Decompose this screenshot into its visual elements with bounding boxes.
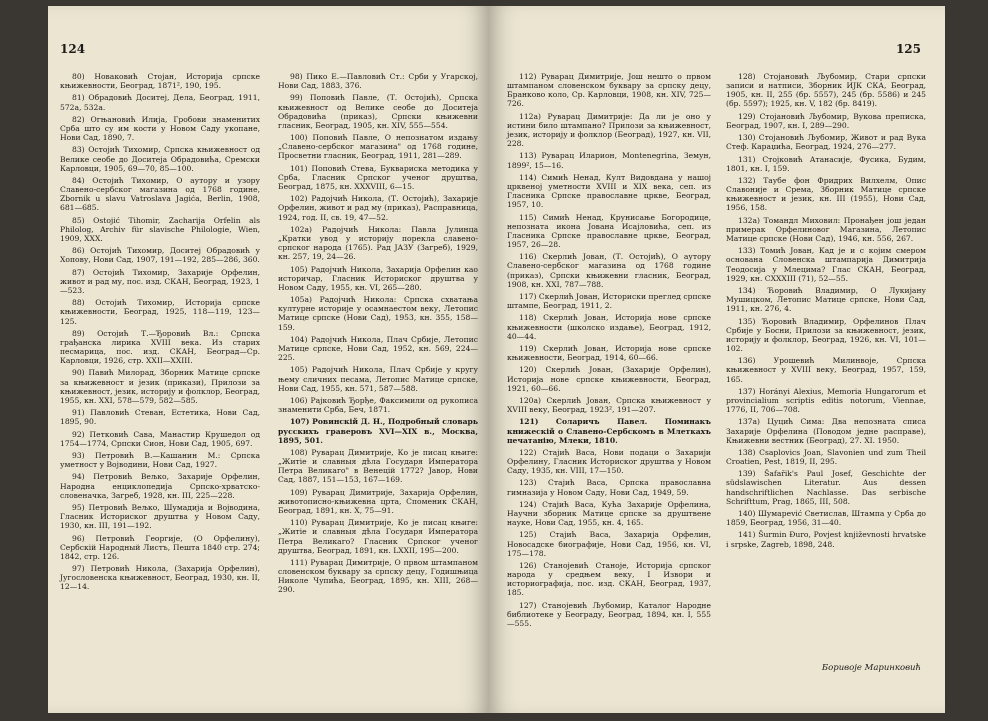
bibliography-entry: 135) Ћоровић Владимир, Орфелинов Плач Србије у Босни, Прилози за књижевност, језик, историју и фолклор, Београд, 1926, кн. VI, 101—102. [726,316,926,353]
right-page-number: 125 [895,42,921,56]
bibliography-entry: 140) Шумарević Светислав, Штампа у Срба до 1859, Београд, 1956, 31—40. [726,509,926,528]
bibliography-entry: 107) Ровинскій Д. Н., Подробный словарь русскихъ граверовъ XVI—XIX в., Москва, 1895, 501. [278,417,478,445]
bibliography-entry: 105а) Радојчић Никола: Српска схватања културне историје у осамнаестом веку, Летопис Матице српске (Нови Сад), 1953, кн. 355, 158—159. [278,295,478,332]
bibliography-entry: 123) Стајић Васа, Српска православна гимназија у Новом Саду, Нови Сад, 1949, 59. [507,478,711,497]
bibliography-entry: 131) Стојковић Атанасије, Фусика, Будим, 1801, кн. I, 159. [726,154,926,173]
bibliography-entry: 97) Петровић Никола, (Захарија Орфелин), Југословенска књижевност, Београд, 1930, кн. II, 12—14. [60,564,260,592]
bibliography-entry: 96) Петровић Георгије, (О Орфелину), Сербскій Народный Листъ, Пешта 1840 стр. 274; 1842, стр. 126. [60,533,260,561]
bibliography-entry: 83) Остојић Тихомир, Српска књижевност од Велике сеобе до Доситеја Обрадовића, Сремски Карловци, 1905, 69—70, 85—100. [60,145,260,173]
bibliography-entry: 132а) Томандл Миховил: Пронађен још један примерак Орфелиновог Магазина, Летопис Матице српске (Нови Сад), 1946, кн. 556, 267. [726,215,926,243]
bibliography-entry: 106) Рајковић Ђорђе, Факсимили од рукописа знаменити Срба, Беч, 1871. [278,395,478,415]
bibliography-entry: 137а) Цуцић Сима: Два непозната списа Захарије Орфелина (Поводом једне расправе), Књижевни вестник (Београд), 27. XI. 1950. [726,417,926,445]
bibliography-entry: 92) Петковић Сава, Манастир Крушедол од 1754—1774, Српски Сион, Нови Сад, 1905, 697. [60,429,260,448]
bibliography-entry: 108) Руварац Димитрије, Ко је писац књиге: „Житіе и славныя дѣла Государя Императора Петра Великаго" в Венецій 1772? Јавор, Нови Сад, 1887, 151—153, 167—169. [278,447,478,485]
bibliography-entry: 80) Новаковић Стојан, Историја српске књижевности, Београд, 1871², 190, 195. [60,72,260,91]
bibliography-entry: 93) Петровић В.—Кашанин М.: Српска уметност у Војводини, Нови Сад, 1927. [60,451,260,470]
bibliography-entry: 94) Петровић Вељко, Захарије Орфелин, Народна енциклопедија Српско-хрватско-словеначка, Загреб, 1928, кн. III, 225—228. [60,472,260,500]
bibliography-entry: 138) Csaplovics Joan, Slavonien und zum Theil Croatien, Pest, 1819, II, 295. [726,447,926,467]
left-page [48,6,489,713]
left-column-1 [60,72,260,595]
bibliography-entry: 87) Остојић Тихомир, Захарије Орфелин, живот и рад му, пос. изд. СКАН, Београд, 1923, 1—523. [60,267,260,295]
bibliography-entry: 117) Скерлић Јован, Историски преглед српске штампе, Београд, 1911, 2. [507,292,711,311]
bibliography-entry: 112а) Руварац Димитрије: Да ли је оно у истини било штампано? Прилози за књижевност, језик, историју и фолклор (Београд), 1927, кн. VII, 228. [507,111,711,149]
bibliography-entry: 110) Руварац Димитрије, Ко је писац књиге: „Житіе и славныя дѣла Государя Императора Петра Великаго? Гласник Српског ученог друштва, Београд, 1891, кн. LXXII, 195—200. [278,518,478,555]
bibliography-entry: 136) Урошевић Милинвоје, Српска књижевност у XVIII веку, Београд, 1957, 159, 165. [726,356,926,384]
bibliography-entry: 124) Стајић Васа, Кућа Захарије Орфелина, Научни зборник Матице српске за друштвене науке, Нови Сад, 1955, кн. 4, 165. [507,499,711,528]
bibliography-entry: 81) Обрадовић Доситеј, Дела, Београд, 1911, 572а, 532а. [60,93,260,112]
bibliography-entry: 91) Павловић Стеван, Естетика, Нови Сад, 1895, 90. [60,408,260,427]
bibliography-entry: 137) Horányi Alexius, Memoria Hungarorum et provincialium scriptis editis notorum, Viennae, 1776, II, 706—708. [726,386,926,415]
bibliography-entry: 129) Стојановић Љубомир, Вукова преписка, Београд, 1907, кн. I, 289—290. [726,111,926,130]
bibliography-entry: 130) Стојановић Љубомир, Живот и рад Вука Стеф. Караџића, Београд, 1924, 276—277. [726,133,926,152]
right-column-1 [507,72,711,631]
bibliography-entry: 86) Остојић Тихомир, Доситеј Обрадовић у Хопову, Нови Сад, 1907, 191—192, 285—286, 360. [60,246,260,265]
bibliography-entry: 111) Руварац Димитрије, О првом штампаном словенском буквару за српску децу, Годишњица Николе Чупића, Београд, 1895, кн. XIII, 268—290. [278,557,478,595]
bibliography-entry: 102а) Радојчић Никола: Павла Јулинца „Кратки увод у историју порекла славено-српског народа (1765). Рад ЈАЗУ (Загреб), 1929, кн. 257, 19, 24—26. [278,224,478,262]
author-signature: Боривоје Маринковић [821,663,921,673]
bibliography-entry: 100) Поповић Павле, О непознатом издању „Славено-сербског магазина" од 1768 године, Просветни гласник, Београд, 1911, 281—289. [278,133,478,161]
bibliography-entry: 90) Павић Милорад, Зборник Матице српске за књижевност и језик (прикази), Прилози за књижевност, језик, историју и фолклор, Београд, 1955, кн. XXI, 578—579, 582—585. [60,368,260,405]
bibliography-entry: 127) Станојевић Љубомир, Каталог Народне библиотеке у Београду, Београд, 1894, кн. I, 555—555. [507,600,711,629]
right-page [489,6,945,713]
bibliography-entry: 114) Симић Ненад, Култ Видовдана у нашој црквеној уметности XVIII и XIX века, сеп. из Гласника Српске православне цркве, Београд, 1957, 10. [507,172,711,210]
left-column-2 [278,72,478,598]
bibliography-entry: 134) Ћоровић Владимир, О Лукијану Мушицком, Летопис Матице српске, Нови Сад, 1911, кн. 276, 4. [726,285,926,314]
bibliography-entry: 85) Ostojić Tihomir, Zacharija Orfelin als Philolog, Archiv für slavische Philologie, Wien, 1909, XXX. [60,215,260,243]
bibliography-entry: 102) Радојчић Никола, (Т. Остојић), Захарије Орфелин, живот и рад му (приказ), Расправница, 1924, год. II, св. 19, 47—52. [278,194,478,222]
bibliography-entry: 89) Остојић Т.—Ђоровић Вл.: Српска грађанска лирика XVIII века. Из старих песмарица, пос. изд. СКАН, Београд—Ср. Карловци, 1926, стр. XXII—XXIII. [60,328,260,366]
bibliography-entry: 120) Скерлић Јован, (Захарије Орфелин), Историја нове српске књижевности, Београд, 1921, 60—66. [507,365,711,393]
bibliography-entry: 101) Поповић Стева, Буквариска методика у Срба, Гласник Српског ученог друштва, Београд, 1875, кн. XXXVIII, 6—15. [278,163,478,191]
bibliography-entry: 139) Šafařik's Paul Josef, Geschichte der südslawischen Literatur. Aus dessen handschriftlichen Nachlasse. Das serbische Schrifttum, Prag, 1865, III, 508. [726,469,926,506]
left-page-number: 124 [60,42,86,56]
bibliography-entry: 113) Руварац Иларион, Montenegrina, Земун, 1899², 15—16. [507,151,711,170]
bibliography-entry: 121) Соларичъ Павел. Поминакъ книжескій о Славено-Сербскомъ в Млеткахъ печатанію, Млеки, 1810. [507,417,711,445]
bibliography-entry: 118) Скерлић Јован, Историја нове српске књижевности (школско издање), Београд, 1912, 40—44. [507,313,711,341]
bibliography-entry: 104) Радојчић Никола, Плач Србије, Летопис Матице српске, Нови Сад, 1952, кн. 569, 224—225. [278,334,478,363]
bibliography-entry: 125) Стајић Васа, Захарија Орфелин, Новосадске биографије, Нови Сад, 1956, кн. VI, 175—178. [507,530,711,558]
bibliography-entry: 112) Руварац Димитрије, Још нешто о првом штампаном словенском буквару за српску децу, Бранково коло, Ср. Карловци, 1908, кн. XIV, 725—726. [507,72,711,109]
bibliography-entry: 82) Огњановић Илија, Гробови знаменитих Срба што су им кости у Новом Саду укопане, Нови Сад, 1890, 7. [60,114,260,143]
bibliography-entry: 120а) Скерлић Јован, Српска књижевност у XVIII веку, Београд, 1923², 191—207. [507,395,711,415]
bibliography-entry: 119) Скерлић Јован, Историја нове српске књижевности, Београд, 1914, 60—66. [507,343,711,363]
bibliography-entry: 141) Šurmin Đuro, Povjest književnosti hrvatske i srpske, Zagreb, 1898, 248. [726,530,926,549]
bibliography-entry: 99) Поповић Павле, (Т. Остојић), Српска књижевност од Велике сеобе до Доситеја Обрадовића (приказ), Српски књижевни гласник, Београд, 1905, кн. XIV, 555—554. [278,93,478,130]
bibliography-entry: 105) Радојчић Никола, Плач Србије у кругу њему сличних песама, Летопис Матице српске, Нови Сад, 1955, кн. 571, 587—588. [278,365,478,393]
bibliography-entry: 84) Остојић Тихомир, О аутору и узору Славено-сербског магазина од 1768 године, Zbornik u slavu Vatroslava Jagića, Berlin, 1908, 681—685. [60,175,260,213]
bibliography-entry: 88) Остојић Тихомир, Историја српске књижевности, Београд, 1925, 118—119, 123—125. [60,298,260,326]
right-column-2 [726,72,926,552]
bibliography-entry: 109) Руварац Димитрије, Захарија Орфелин, животописно-књижевна црта, Споменик СКАН, Београд, 1891, кн. X, 75—91. [278,487,478,515]
bibliography-entry: 132) Таубе фон Фридрих Вилхелм, Опис Славоније и Срема, Зборник Матице српске књижевност и језик, кн. III (1955), Нови Сад, 1956, 158. [726,175,926,213]
bibliography-entry: 126) Станојевић Станоје, Историја српског народа у средњем веку, I Извори и историографија, пос. изд. СКАН, Београд, 1937, 185. [507,561,711,598]
bibliography-entry: 116) Скерлић Јован, (Т. Остојић), О аутору Славено-сербског магазина од 1768 године (приказ), Српски књижевни гласник, Београд, 1908, кн. XXI, 787—788. [507,252,711,289]
bibliography-entry: 95) Петровић Вељко, Шумадија и Војводина, Гласник Историског друштва у Новом Саду, 1930, кн. III, 191—192. [60,502,260,531]
bibliography-entry: 105) Радојчић Никола, Захарија Орфелин као историчар, Гласник Историског друштва у Новом Саду, 1955, кн. VI, 265—280. [278,264,478,292]
bibliography-entry: 115) Симић Ненад, Крунисање Богородице, непозната икона Јована Исајловића, сеп. из Гласника Српске православне цркве, Београд, 1957, 26—28. [507,212,711,250]
bibliography-entry: 128) Стојановић Љубомир, Стари српски записи и натписи, Зборник ИЈК СКА, Београд, 1905, кн. II, 255 (бр. 5557), 245 (бр. 5586) и 245 (бр. 5597); 1925, кн. V, 182 (бр. 8419). [726,72,926,109]
bibliography-entry: 122) Стајић Васа, Нови подаци о Захарији Орфелину, Гласник Историског друштва у Новом Саду, 1935, кн. VIII, 17—150. [507,447,711,476]
bibliography-entry: 98) Пико Е.—Павловић Ст.: Срби у Угарској, Нови Сад, 1883, 376. [278,72,478,91]
bibliography-entry: 133) Томић Јован, Кад је и с којим смером основана Словенска штампарија Димитрија Теодосија у Млецима? Глас СКАН, Београд, 1929, кн. СХХХIII (71), 52—55. [726,246,926,283]
